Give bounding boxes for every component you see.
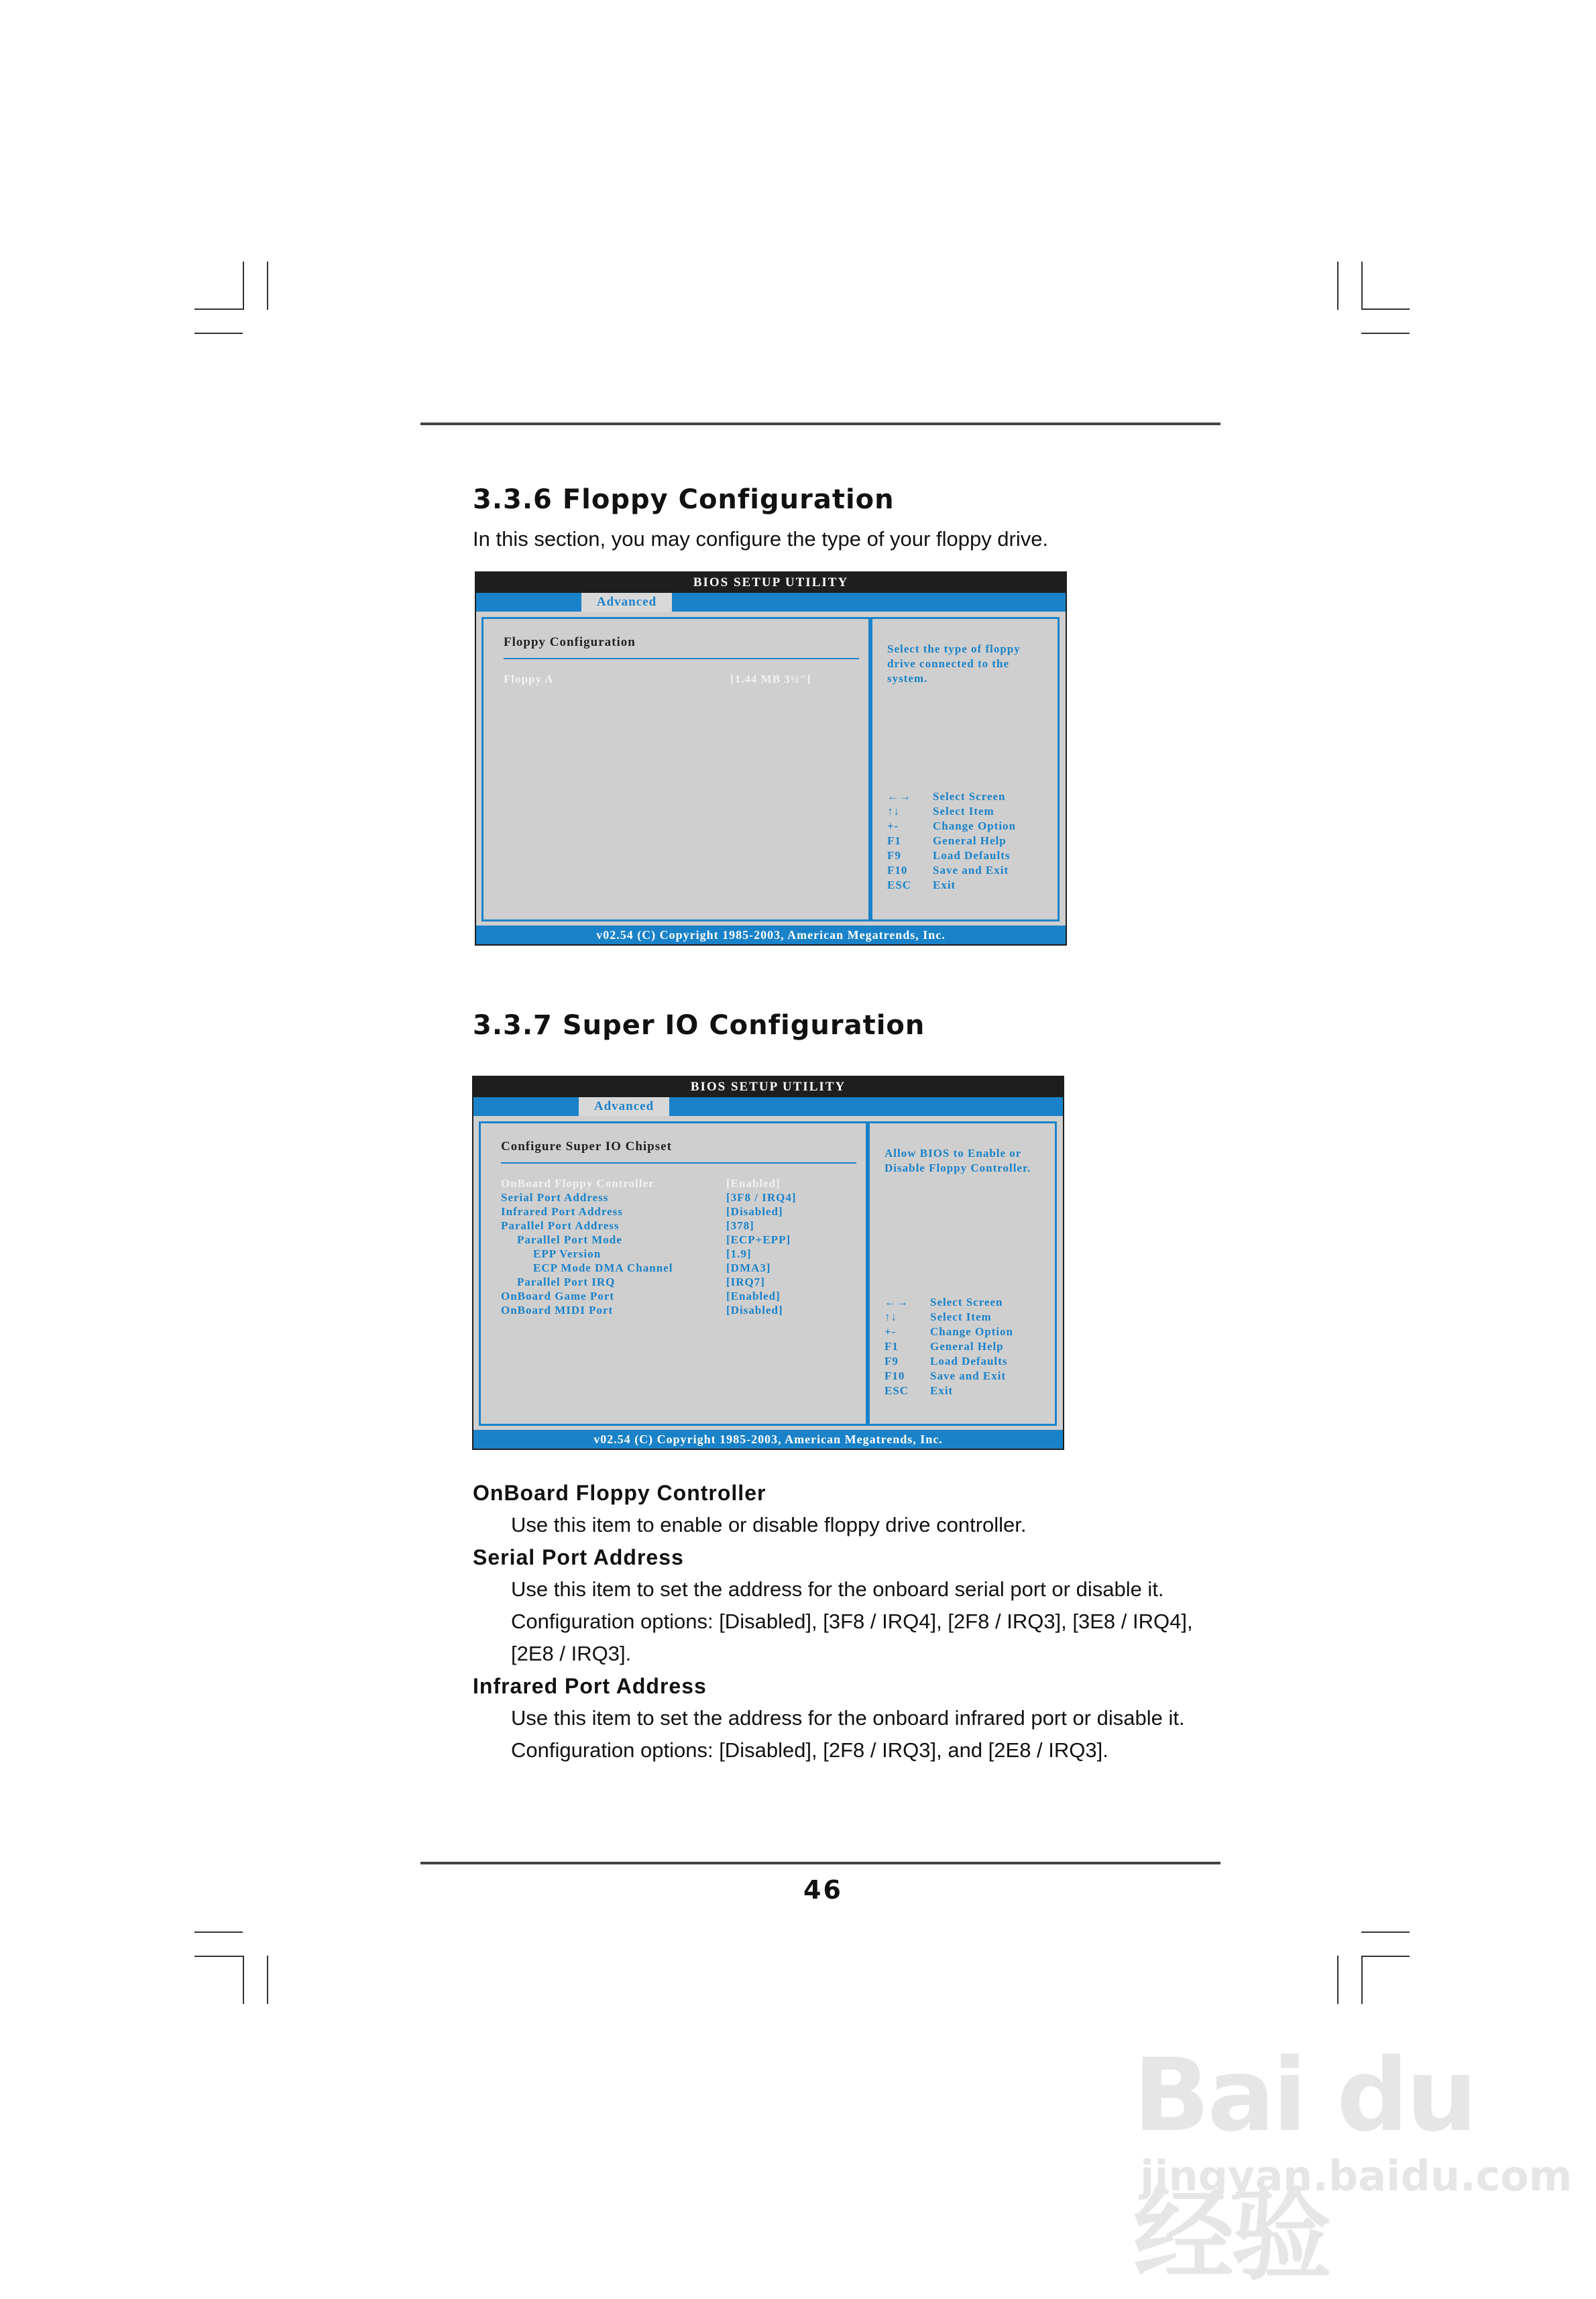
key-name: ↑↓ [885,1310,897,1323]
bios-footer: v02.54 (C) Copyright 1985-2003, American Megatrends, Inc. [473,1430,1063,1449]
option-value[interactable]: [Disabled] [726,1205,783,1218]
key-description: Select Item [933,805,994,818]
key-name: +- [887,820,899,832]
key-description: General Help [933,834,1007,847]
key-name: F9 [887,849,901,862]
key-description: Select Item [930,1310,992,1323]
key-name: ESC [887,879,912,891]
key-name: F1 [885,1340,899,1353]
bottom-rule [420,1862,1220,1864]
key-name: F10 [887,864,908,877]
key-name: ←→ [887,790,911,803]
option-value[interactable]: [Disabled] [726,1304,783,1316]
panel-divider [501,1162,856,1164]
key-description: Change Option [933,820,1016,832]
bios-screen-super-io [472,1076,1064,1450]
bios-tab-bar [476,593,1066,612]
bios-screen-floppy [475,571,1067,946]
key-name: F1 [887,834,901,847]
bios-main-area [473,1116,1063,1430]
definition-line: Use this item to set the address for the onboard infrared port or disable it. [511,1706,1185,1730]
baidu-watermark-url: jingyan.baidu.com [1140,2151,1573,2200]
tab-advanced[interactable]: Advanced [579,1097,669,1116]
option-label[interactable]: ECP Mode DMA Channel [533,1261,673,1274]
definition-line: Configuration options: [Disabled], [2F8 / IRQ3], and [2E8 / IRQ3]. [511,1738,1108,1762]
option-label[interactable]: OnBoard MIDI Port [501,1304,614,1316]
help-text: Allow BIOS to Enable or Disable Floppy Controller. [885,1147,1031,1174]
key-name: ESC [885,1384,909,1397]
definition-line: Use this item to set the address for the onboard serial port or disable it. [511,1577,1164,1601]
option-value[interactable]: [1.9] [726,1247,752,1260]
option-label[interactable]: Infrared Port Address [501,1205,623,1218]
key-description: Select Screen [933,790,1006,803]
help-text: Select the type of floppy drive connected to the system. [887,642,1021,685]
key-description: General Help [930,1340,1004,1353]
baidu-watermark-logo: Bai du 经验 [1133,2037,1475,2294]
bios-help-panel [870,617,1060,921]
option-value[interactable]: [Enabled] [726,1177,781,1190]
option-value[interactable]: [3F8 / IRQ4] [726,1191,797,1204]
key-description: Save and Exit [930,1369,1007,1382]
top-rule [420,423,1220,425]
bios-main-area [476,612,1066,926]
bios-header: BIOS SETUP UTILITY [693,575,849,590]
section-title-floppy: 3.3.6 Floppy Configuration [473,484,895,515]
panel-title: Configure Super IO Chipset [501,1139,672,1154]
key-description: Exit [930,1384,954,1397]
tab-advanced[interactable]: Advanced [581,593,672,612]
key-description: Load Defaults [933,849,1011,862]
key-name: ↑↓ [887,805,900,818]
key-name: F10 [885,1369,905,1382]
option-label[interactable]: Parallel Port IRQ [517,1276,616,1288]
option-value[interactable]: [378] [726,1219,754,1232]
bios-help-panel [868,1121,1057,1426]
key-description: Exit [933,879,956,891]
option-label[interactable]: EPP Version [533,1247,602,1260]
section-intro-floppy: In this section, you may configure the type of your floppy drive. [473,527,1049,551]
option-label[interactable]: OnBoard Floppy Controller [501,1177,654,1190]
option-value[interactable]: [IRQ7] [726,1276,765,1288]
section-title-super-io: 3.3.7 Super IO Configuration [473,1010,925,1041]
bios-options-panel [481,617,870,921]
key-description: Load Defaults [930,1355,1008,1367]
term-serial-port-address: Serial Port Address [473,1545,684,1569]
bios-tab-bar [473,1097,1063,1116]
page-number: 46 [803,1875,843,1905]
key-name: ←→ [885,1296,909,1308]
key-name: +- [885,1325,897,1338]
option-value[interactable]: [ECP+EPP] [726,1233,791,1246]
option-floppy-a-value[interactable]: [1.44 MB 3½"] [730,673,811,685]
bios-options-panel [479,1121,868,1426]
panel-title: Floppy Configuration [504,635,636,649]
option-label[interactable]: Parallel Port Mode [517,1233,622,1246]
key-description: Change Option [930,1325,1013,1338]
option-label[interactable]: Serial Port Address [501,1191,609,1204]
definition-line: [2E8 / IRQ3]. [511,1642,632,1665]
option-value[interactable]: [DMA3] [726,1261,771,1274]
option-label[interactable]: Parallel Port Address [501,1219,620,1232]
panel-divider [504,658,859,659]
bios-footer: v02.54 (C) Copyright 1985-2003, American Megatrends, Inc. [476,926,1066,944]
key-name: F9 [885,1355,899,1367]
term-onboard-floppy-controller: OnBoard Floppy Controller [473,1481,766,1505]
definition-line: Use this item to enable or disable floppy drive controller. [511,1513,1027,1536]
option-label[interactable]: OnBoard Game Port [501,1290,615,1302]
key-description: Save and Exit [933,864,1009,877]
term-infrared-port-address: Infrared Port Address [473,1674,707,1698]
key-description: Select Screen [930,1296,1003,1308]
definition-line: Configuration options: [Disabled], [3F8 / IRQ4], [2F8 / IRQ3], [3E8 / IRQ4], [511,1610,1193,1633]
option-value[interactable]: [Enabled] [726,1290,781,1302]
bios-header: BIOS SETUP UTILITY [690,1080,846,1094]
option-floppy-a-label[interactable]: Floppy A [504,673,554,685]
